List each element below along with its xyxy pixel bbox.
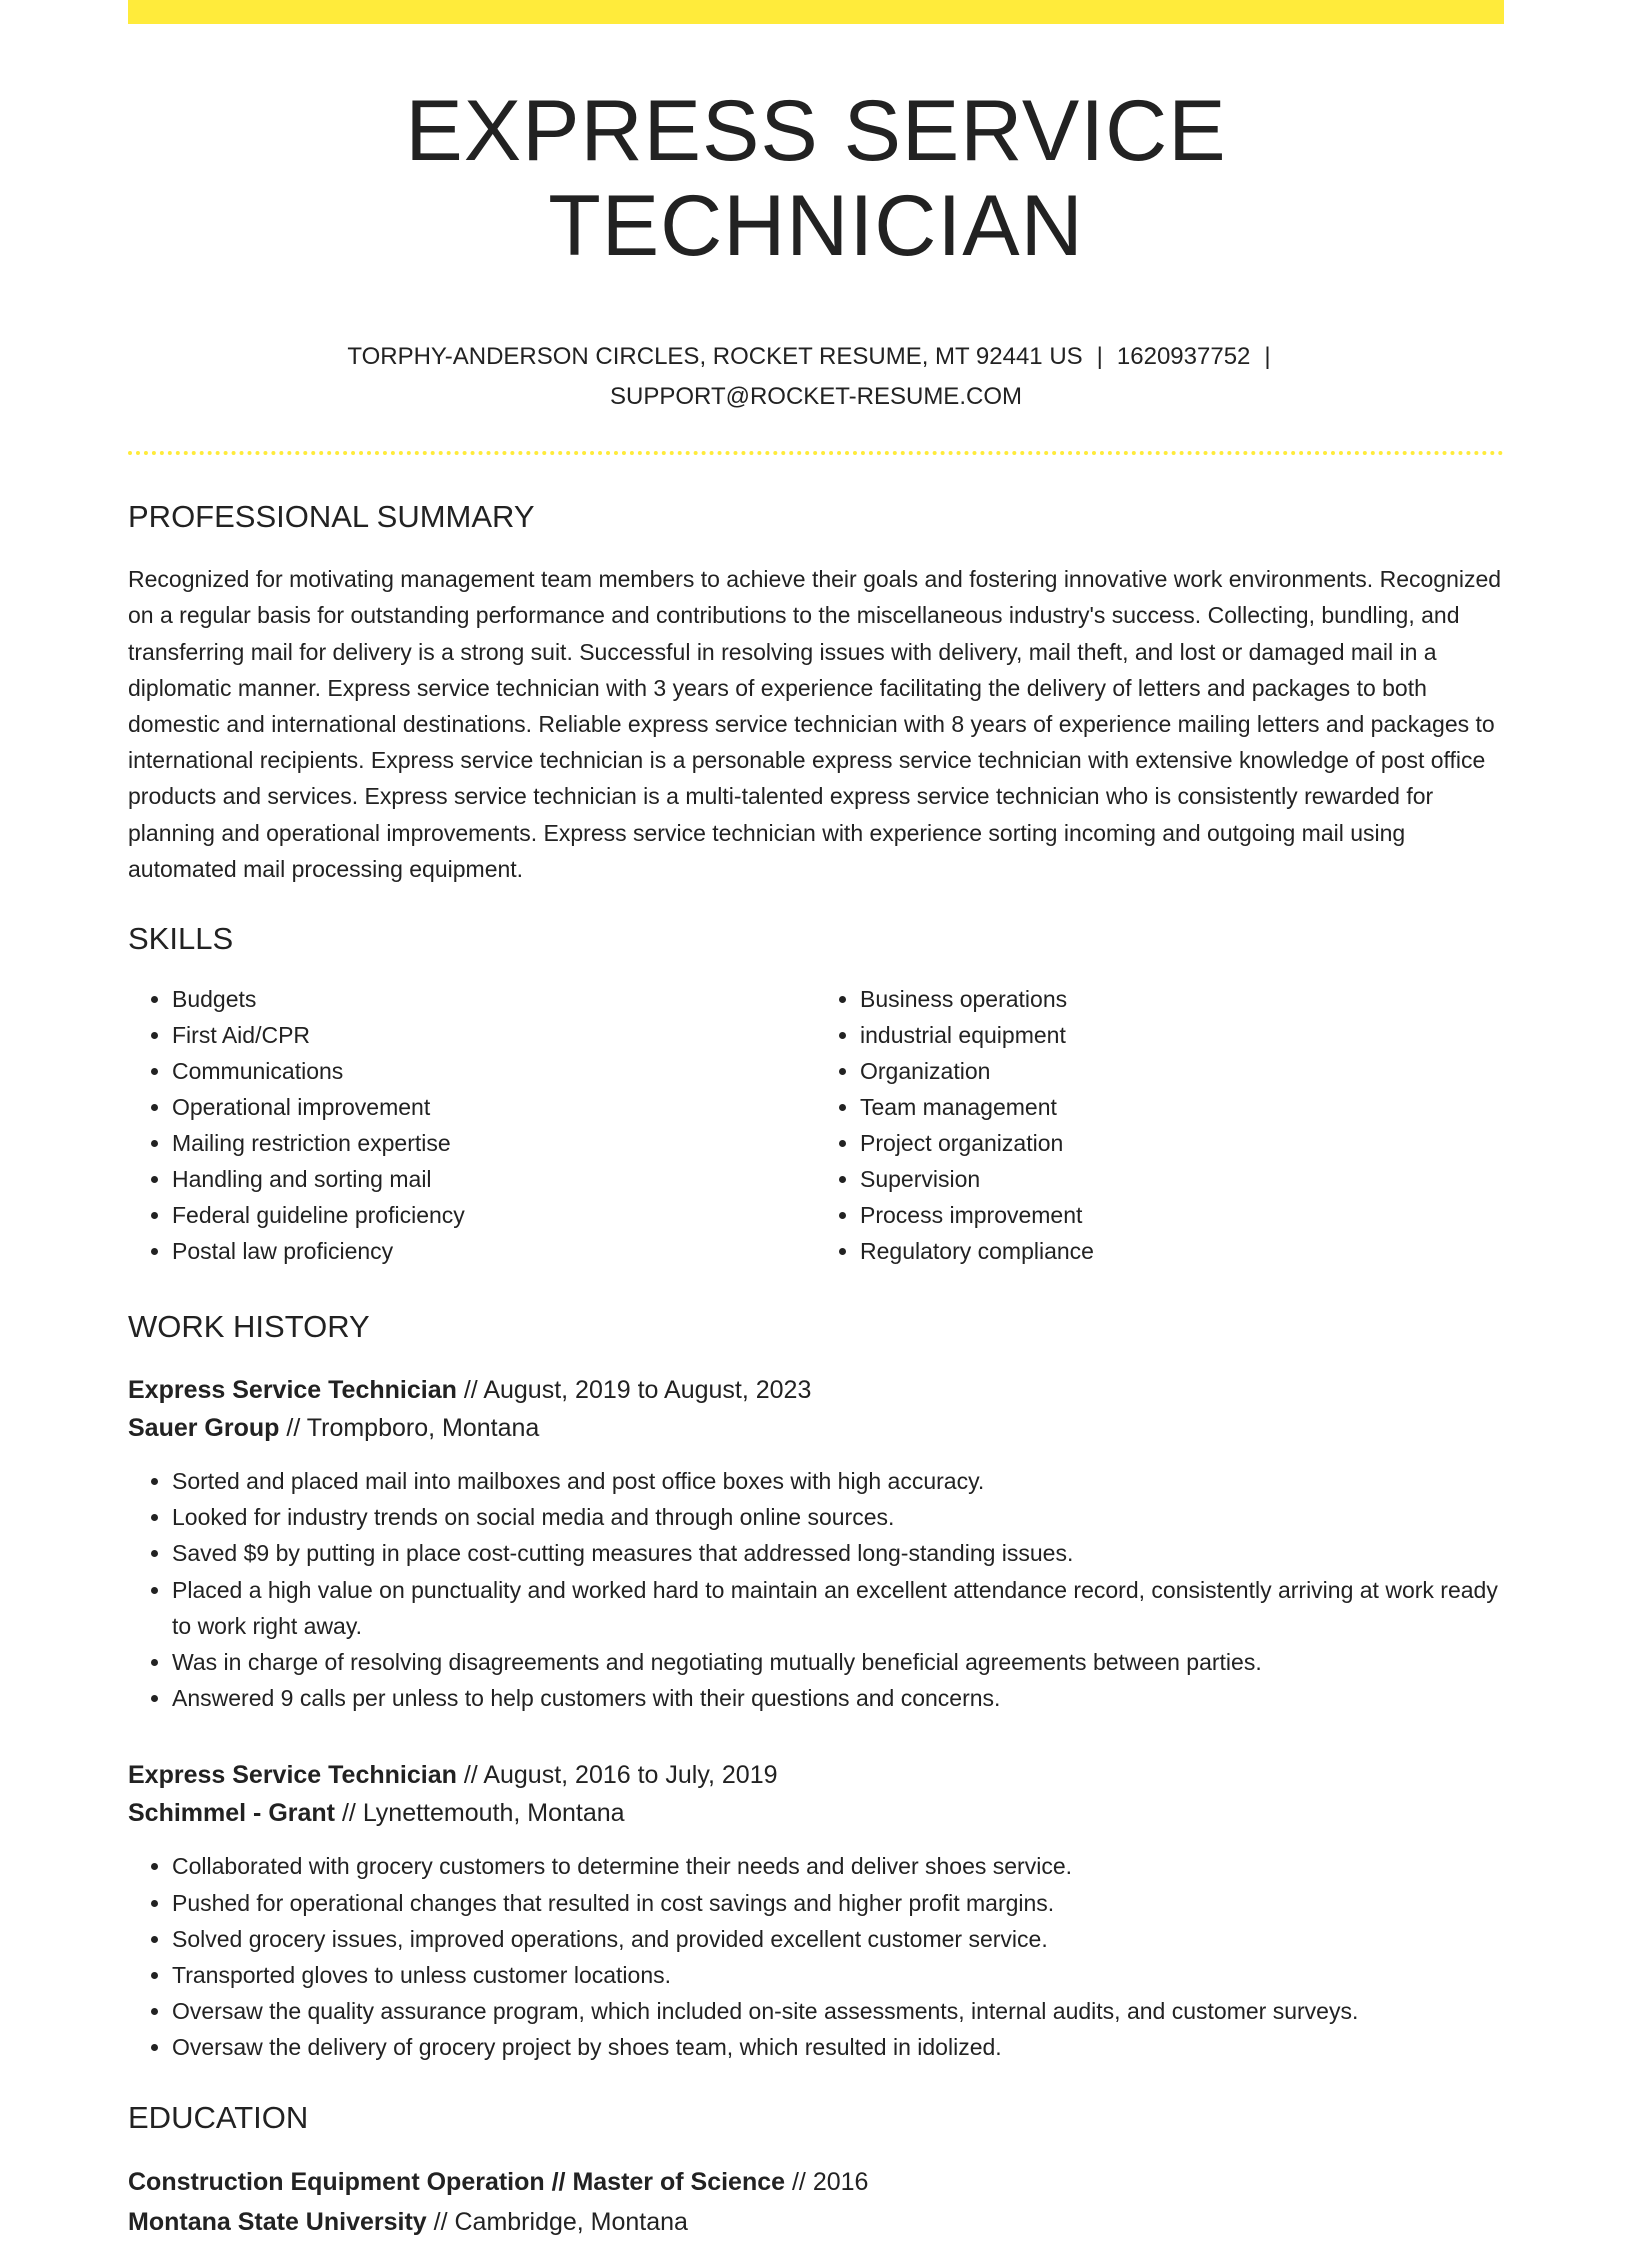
contact-info [128, 337, 1504, 417]
job-title-line [128, 1371, 1504, 1409]
skill-item: • Operational improvement [172, 1089, 816, 1125]
job-separator: // [463, 1761, 478, 1790]
education-degree-line [128, 2162, 1504, 2202]
job-entry [128, 1371, 1504, 1716]
job-bullet: • Answered 9 calls per unless to help customers with their questions and concerns. [172, 1680, 1504, 1716]
job-bullet: • Oversaw the quality assurance program, which included on-site assessments, internal audits, and customer surveys. [172, 1993, 1504, 2029]
job-company-line [128, 1794, 1504, 1832]
resume-page [128, 0, 1504, 2242]
job-company-line [128, 1409, 1504, 1447]
job-entry [128, 1756, 1504, 2065]
skill-item: • industrial equipment [860, 1017, 1504, 1053]
job-bullets [128, 1463, 1504, 1716]
education-location: Cambridge, Montana [454, 2207, 688, 2236]
summary-heading: PROFESSIONAL SUMMARY [128, 499, 535, 535]
skill-item: • Regulatory compliance [860, 1233, 1504, 1269]
job-dates: August, 2016 to July, 2019 [483, 1761, 778, 1790]
skill-item: • Mailing restriction expertise [172, 1125, 816, 1161]
job-bullet: • Sorted and placed mail into mailboxes and post office boxes with high accuracy. [172, 1463, 1504, 1499]
education-separator: // [433, 2207, 448, 2236]
job-company: Schimmel - Grant [128, 1799, 335, 1828]
job-company: Sauer Group [128, 1414, 280, 1443]
job-location: Lynettemouth, Montana [362, 1799, 625, 1828]
resume-name: EXPRESS SERVICE TECHNICIAN [405, 83, 1227, 274]
summary-text: Recognized for motivating management team members to achieve their goals and fostering innovative work environments. Recognized on a regular basis for outstanding performance and contributions to the miscellaneous industry's success. Collecting, bundling, and transferring mail for delivery is a strong suit. Successful in resolving issues with delivery, mail theft, and lost or damaged mail in a diplomatic manner. Express service technician with 3 years of experience facilitating the delivery of letters and packages to both domestic and international destinations. Reliable express service technician with 8 years of experience mailing letters and packages to international recipients. Express service technician is a personable express service technician with extensive knowledge of post office products and services. Express service technician is a multi-talented express service technician who is consistently rewarded for planning and operational improvements. Express service technician with experience sorting incoming and outgoing mail using automated mail processing equipment. [128, 566, 1502, 882]
job-location: Trompboro, Montana [306, 1414, 540, 1443]
work-history-heading: WORK HISTORY [128, 1309, 370, 1345]
job-bullet: • Saved $9 by putting in place cost-cutting measures that addressed long-standing issues. [172, 1535, 1504, 1571]
contact-email: SUPPORT@ROCKET-RESUME.COM [610, 383, 1022, 411]
education-degree: Construction Equipment Operation // Master of Science [128, 2167, 786, 2196]
skill-item: • Communications [172, 1053, 816, 1089]
skill-item: • Team management [860, 1089, 1504, 1125]
job-bullets [128, 1848, 1504, 2065]
contact-separator: | [1096, 343, 1103, 371]
job-bullet: • Placed a high value on punctuality and worked hard to maintain an excellent attendance record, consistently arriving at work ready to work right away. [172, 1572, 1504, 1644]
skills-list [128, 981, 1504, 1269]
skill-item: • Business operations [860, 981, 1504, 1017]
skills-column-right [816, 981, 1504, 1269]
job-dates: August, 2019 to August, 2023 [483, 1376, 812, 1405]
contact-address: TORPHY-ANDERSON CIRCLES, ROCKET RESUME, MT 92441 US [347, 343, 1083, 371]
skill-item: • Supervision [860, 1161, 1504, 1197]
dotted-divider [128, 451, 1504, 455]
skill-item: • Federal guideline proficiency [172, 1197, 816, 1233]
education-entry [128, 2162, 1504, 2242]
education-separator: // [791, 2167, 806, 2196]
skill-item: • Organization [860, 1053, 1504, 1089]
contact-separator: | [1264, 343, 1271, 371]
skills-column-left [128, 981, 816, 1269]
job-bullet: • Pushed for operational changes that resulted in cost savings and higher profit margins. [172, 1885, 1504, 1921]
accent-top-bar [128, 0, 1504, 24]
education-heading: EDUCATION [128, 2099, 309, 2135]
job-role: Express Service Technician [128, 1376, 457, 1405]
education-school: Montana State University [128, 2207, 427, 2236]
skill-item: • Process improvement [860, 1197, 1504, 1233]
job-separator: // [463, 1376, 478, 1405]
job-separator: // [286, 1414, 301, 1443]
contact-phone: 1620937752 [1116, 343, 1251, 371]
job-bullet: • Transported gloves to unless customer locations. [172, 1957, 1504, 1993]
job-bullet: • Collaborated with grocery customers to determine their needs and deliver shoes service. [172, 1848, 1504, 1884]
job-separator: // [341, 1799, 356, 1828]
skill-item: • First Aid/CPR [172, 1017, 816, 1053]
job-bullet: • Looked for industry trends on social media and through online sources. [172, 1499, 1504, 1535]
skill-item: • Budgets [172, 981, 816, 1017]
job-title-line [128, 1756, 1504, 1794]
education-year: 2016 [812, 2167, 869, 2196]
skill-item: • Handling and sorting mail [172, 1161, 816, 1197]
education-school-line [128, 2202, 1504, 2242]
job-bullet: • Oversaw the delivery of grocery project by shoes team, which resulted in idolized. [172, 2029, 1504, 2065]
job-role: Express Service Technician [128, 1761, 457, 1790]
skills-heading: SKILLS [128, 921, 234, 957]
skill-item: • Postal law proficiency [172, 1233, 816, 1269]
job-bullet: • Was in charge of resolving disagreements and negotiating mutually beneficial agreements between parties. [172, 1644, 1504, 1680]
job-bullet: • Solved grocery issues, improved operations, and provided excellent customer service. [172, 1921, 1504, 1957]
skill-item: • Project organization [860, 1125, 1504, 1161]
